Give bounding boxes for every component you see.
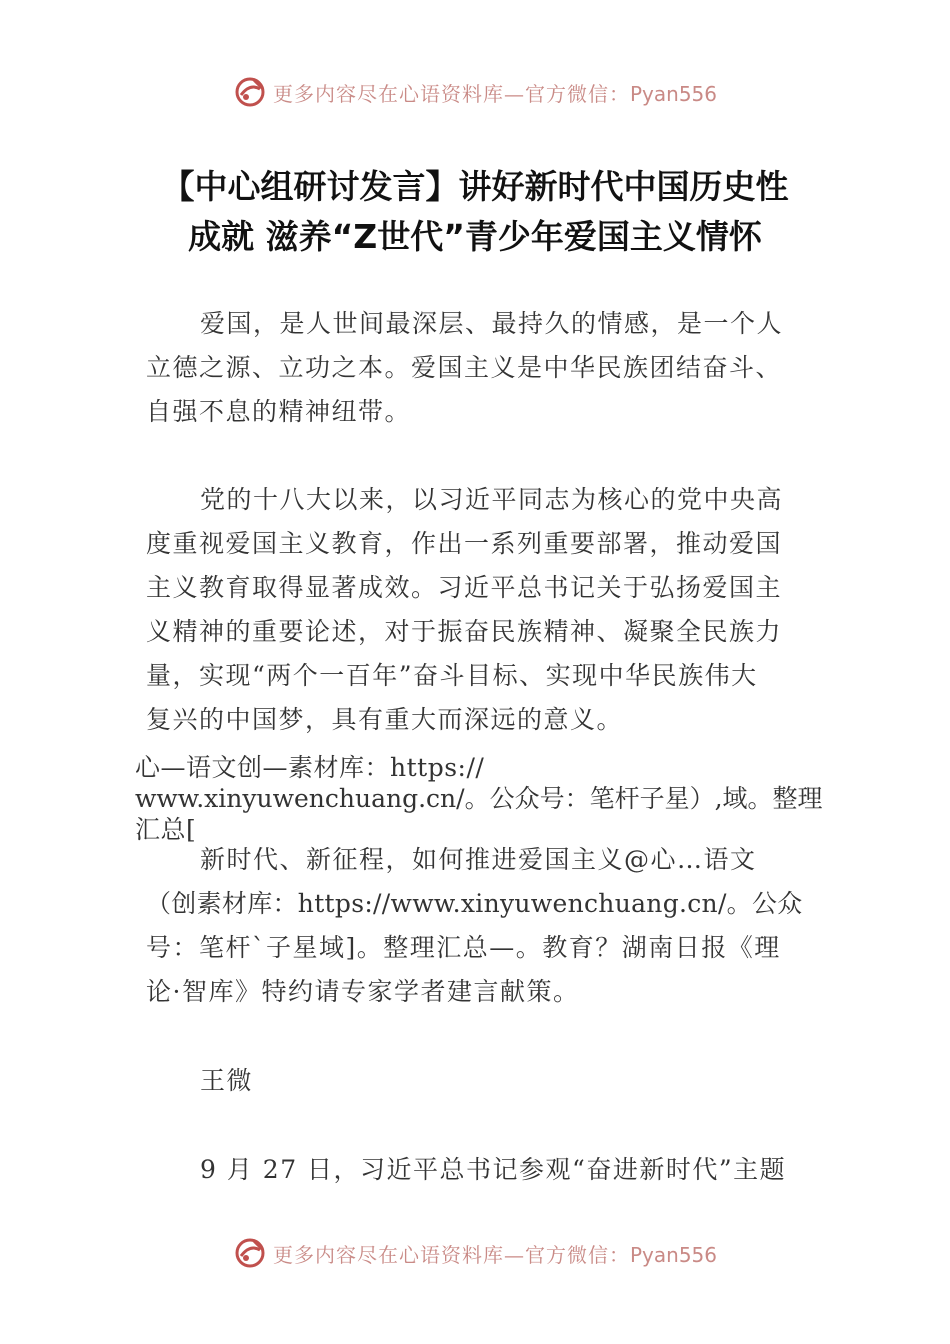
paragraph-line: 9 月 27 日，习近平总书记参观“奋进新时代”主题 [200, 1155, 787, 1184]
paragraph-line: 爱国，是人世间最深层、最持久的情感，是一个人 [200, 309, 784, 338]
paragraph-2 [146, 478, 826, 742]
paragraph-line: （创素材库：https://www.xinyuwenchuang.cn/。公众 [146, 889, 803, 918]
document-title [120, 162, 830, 262]
banner-text: 更多内容尽在心语资料库—官方微信：Pyan556 [272, 1242, 717, 1267]
paragraph-4 [146, 838, 826, 1014]
paragraph-line: 量，实现“两个一百年”奋斗目标、实现中华民族伟大 [146, 661, 758, 690]
paragraph-line: 主义教育取得显著成效。习近平总书记关于弘扬爱国主 [146, 573, 783, 602]
paragraph-line: 论·智库》特约请专家学者建言献策。 [146, 977, 580, 1006]
paragraph-1 [146, 302, 826, 434]
paragraph-line: 义精神的重要论述，对于振奋民族精神、凝聚全民族力 [146, 617, 783, 646]
logo-icon [233, 75, 267, 109]
paragraph-line: 号：笔杆`子星域]。整理汇总—。教育？湖南日报《理 [146, 933, 781, 962]
paragraph-line: 复兴的中国梦，具有重大而深远的意义。 [146, 705, 624, 734]
author [146, 1059, 826, 1103]
paragraph-line: 新时代、新征程，如何推进爱国主义@心…语文 [200, 845, 757, 874]
paragraph-line: 汇总[ [135, 815, 197, 844]
header-banner [0, 72, 950, 112]
title-line-1: 【中心组研讨发言】讲好新时代中国历史性 [161, 167, 789, 206]
paragraph-line: 党的十八大以来，以习近平同志为核心的党中央高 [200, 485, 784, 514]
logo-icon [233, 1236, 267, 1270]
paragraph-line: 心—语文创—素材库：https:// [135, 753, 485, 782]
paragraph-line: 自强不息的精神纽带。 [146, 397, 412, 426]
paragraph-line: www.xinyuwenchuang.cn/。公众号：笔杆子星）,域。整理 [135, 784, 823, 813]
footer-banner [0, 1233, 950, 1273]
author-name: 王微 [200, 1066, 254, 1095]
banner-text: 更多内容尽在心语资料库—官方微信：Pyan556 [272, 81, 717, 106]
paragraph-5 [146, 1148, 826, 1192]
paragraph-line: 度重视爱国主义教育，作出一系列重要部署，推动爱国 [146, 529, 783, 558]
paragraph-line: 立德之源、立功之本。爱国主义是中华民族团结奋斗、 [146, 353, 783, 382]
title-line-2: 成就 滋养“Z世代”青少年爱国主义情怀 [188, 217, 762, 256]
paragraph-3 [135, 752, 835, 845]
